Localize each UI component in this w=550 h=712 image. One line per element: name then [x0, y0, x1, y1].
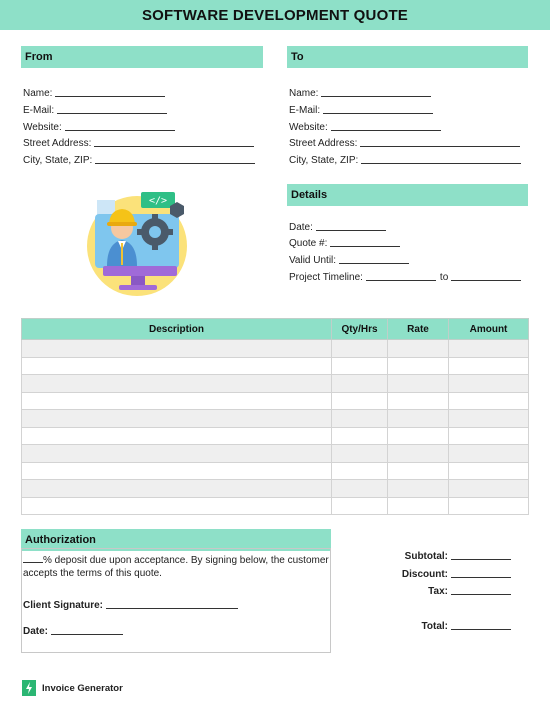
to-street-field[interactable]: Street Address: [289, 138, 520, 149]
tax-field[interactable]: Tax: [63, 586, 511, 597]
amount-cell[interactable] [449, 480, 529, 498]
description-cell[interactable] [22, 357, 332, 375]
title-bar [0, 0, 550, 30]
qty-cell[interactable] [332, 340, 388, 358]
table-row [22, 357, 529, 375]
amount-cell[interactable] [449, 357, 529, 375]
from-city-field[interactable]: City, State, ZIP: [23, 155, 255, 166]
total-field[interactable]: Total: [63, 621, 511, 632]
description-cell[interactable] [22, 445, 332, 463]
line-items-table [21, 318, 529, 515]
table-row [22, 480, 529, 498]
rate-cell[interactable] [388, 480, 449, 498]
rate-cell[interactable] [388, 392, 449, 410]
table-row [22, 427, 529, 445]
table-row [22, 410, 529, 428]
rate-cell[interactable] [388, 410, 449, 428]
details-timeline-field[interactable]: Project Timeline: to [289, 272, 521, 283]
amount-cell[interactable] [449, 445, 529, 463]
col-amount: Amount [449, 319, 529, 340]
rate-cell[interactable] [388, 340, 449, 358]
auth-date-field[interactable]: Date: [23, 626, 123, 637]
table-row [22, 462, 529, 480]
qty-cell[interactable] [332, 392, 388, 410]
from-website-field[interactable]: Website: [23, 122, 175, 133]
rate-cell[interactable] [388, 462, 449, 480]
amount-cell[interactable] [449, 375, 529, 393]
amount-cell[interactable] [449, 410, 529, 428]
amount-cell[interactable] [449, 497, 529, 515]
rate-cell[interactable] [388, 357, 449, 375]
to-email-field[interactable]: E-Mail: [289, 105, 433, 116]
amount-cell[interactable] [449, 392, 529, 410]
col-qty: Qty/Hrs [332, 319, 388, 340]
subtotal-field[interactable]: Subtotal: [63, 551, 511, 562]
table-row [22, 340, 529, 358]
description-cell[interactable] [22, 340, 332, 358]
qty-cell[interactable] [332, 462, 388, 480]
rate-cell[interactable] [388, 445, 449, 463]
qty-cell[interactable] [332, 497, 388, 515]
amount-cell[interactable] [449, 340, 529, 358]
col-description: Description [22, 319, 332, 340]
table-row [22, 445, 529, 463]
from-street-field[interactable]: Street Address: [23, 138, 254, 149]
authorization-heading: Authorization [21, 529, 331, 551]
page-title: SOFTWARE DEVELOPMENT QUOTE [141, 6, 409, 24]
table-row [22, 392, 529, 410]
qty-cell[interactable] [332, 445, 388, 463]
discount-field[interactable]: Discount: [63, 569, 511, 580]
client-signature-field[interactable]: Client Signature: [23, 600, 238, 611]
invoice-generator-logo-icon [22, 680, 36, 696]
amount-cell[interactable] [449, 427, 529, 445]
rate-cell[interactable] [388, 497, 449, 515]
description-cell[interactable] [22, 427, 332, 445]
rate-cell[interactable] [388, 427, 449, 445]
description-cell[interactable] [22, 375, 332, 393]
table-row [22, 375, 529, 393]
description-cell[interactable] [22, 462, 332, 480]
qty-cell[interactable] [332, 357, 388, 375]
description-cell[interactable] [22, 410, 332, 428]
details-valid-field[interactable]: Valid Until: [289, 255, 409, 266]
qty-cell[interactable] [332, 480, 388, 498]
col-rate: Rate [388, 319, 449, 340]
to-heading: To [287, 46, 528, 68]
description-cell[interactable] [22, 480, 332, 498]
footer-brand: Invoice Generator [22, 680, 123, 696]
rate-cell[interactable] [388, 375, 449, 393]
developer-illustration-icon [85, 188, 189, 298]
from-email-field[interactable]: E-Mail: [23, 105, 167, 116]
table-header-row [22, 319, 529, 340]
details-date-field[interactable]: Date: [289, 222, 386, 233]
to-city-field[interactable]: City, State, ZIP: [289, 155, 521, 166]
svg-text:</>: </> [148, 195, 168, 207]
authorization-text: % deposit due upon acceptance. By signing below, the customer accepts the terms of this quote. [23, 555, 329, 579]
details-quote-field[interactable]: Quote #: [289, 238, 400, 249]
qty-cell[interactable] [332, 375, 388, 393]
description-cell[interactable] [22, 392, 332, 410]
to-name-field[interactable]: Name: [289, 88, 431, 99]
table-row [22, 497, 529, 515]
from-heading: From [21, 46, 263, 68]
details-heading: Details [287, 184, 528, 206]
amount-cell[interactable] [449, 462, 529, 480]
qty-cell[interactable] [332, 427, 388, 445]
from-name-field[interactable]: Name: [23, 88, 165, 99]
qty-cell[interactable] [332, 410, 388, 428]
to-website-field[interactable]: Website: [289, 122, 441, 133]
description-cell[interactable] [22, 497, 332, 515]
